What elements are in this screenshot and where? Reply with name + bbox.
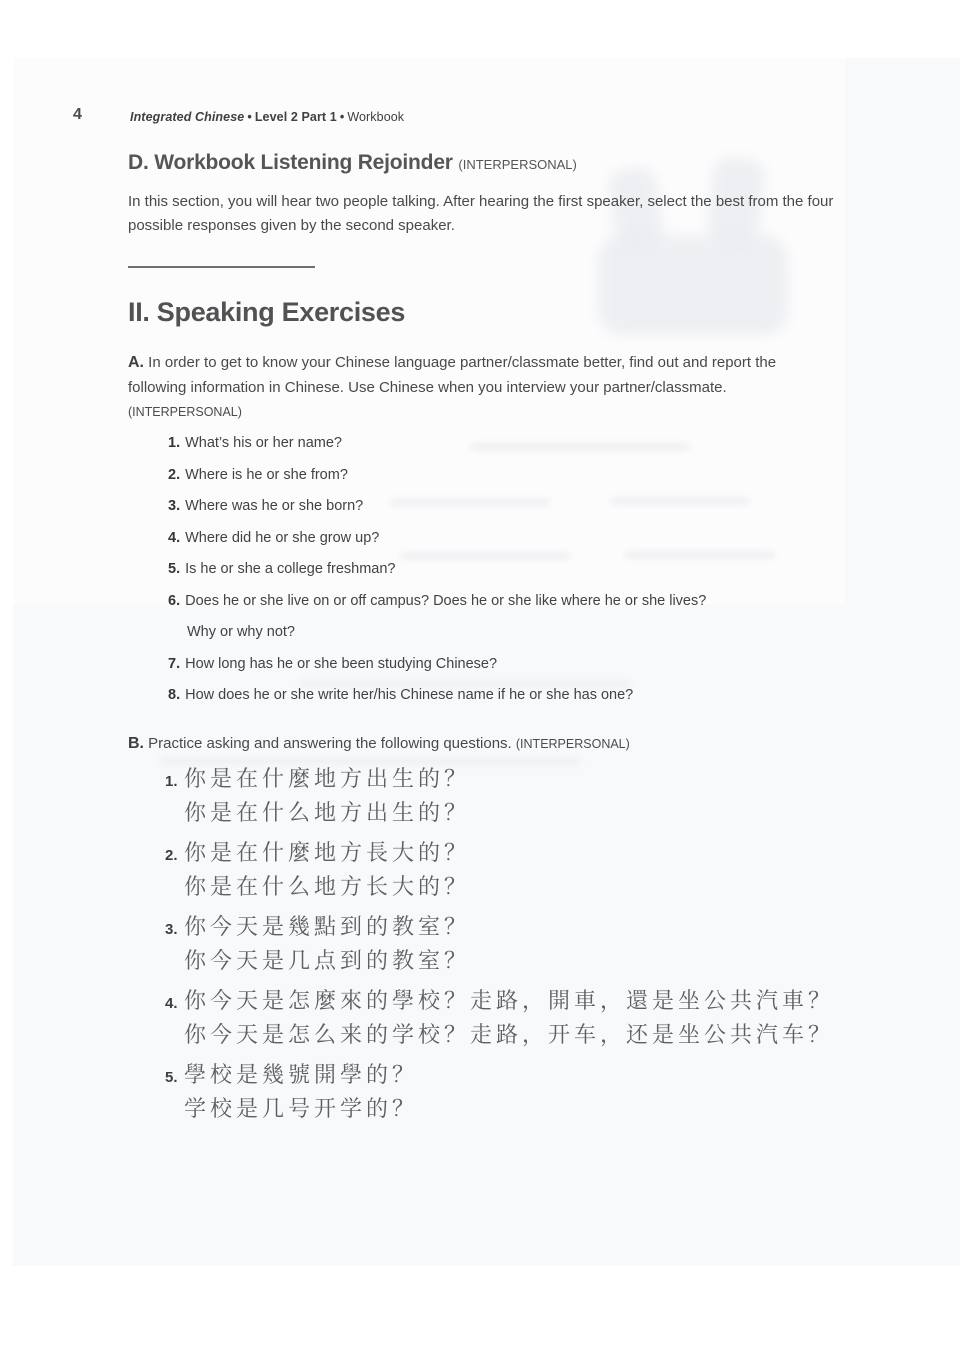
item-number: 7. xyxy=(168,655,181,672)
item-text: How does he or she write her/his Chinese name if he or she has one? xyxy=(185,687,634,703)
item-text: How long has he or she been studying Chinese? xyxy=(185,655,498,672)
item-text: Is he or she a college freshman? xyxy=(185,561,396,577)
item-text: Where did he or she grow up? xyxy=(185,529,380,546)
traditional-line xyxy=(165,763,885,797)
chinese-question-pair xyxy=(165,985,885,1052)
list-item xyxy=(168,590,848,644)
simplified-text: 你是在什么地方出生的？ xyxy=(184,800,471,826)
traditional-text: 學校是幾號開學的？ xyxy=(184,1063,419,1088)
list-item xyxy=(168,527,848,549)
traditional-text: 你是在什麼地方出生的？ xyxy=(184,767,471,792)
item-number: 1. xyxy=(165,773,178,790)
list-item xyxy=(168,464,848,486)
running-header-book-title: Integrated Chinese xyxy=(130,110,245,124)
list-item xyxy=(168,558,848,580)
traditional-text: 你是在什麼地方長大的？ xyxy=(184,841,471,866)
item-number: 4. xyxy=(165,995,178,1012)
header-bullet-separator: • xyxy=(339,110,345,124)
part-a-mode-tag: (INTERPERSONAL) xyxy=(128,405,242,419)
horizontal-rule xyxy=(128,266,315,268)
simplified-text: 学校是几号开学的？ xyxy=(184,1096,419,1122)
simplified-text: 你是在什么地方长大的？ xyxy=(184,874,471,900)
part-b-label: B. xyxy=(128,735,144,752)
simplified-text: 你今天是怎么来的学校？走路，开车，还是坐公共汽车？ xyxy=(184,1022,835,1048)
section-d-instructions: In this section, you will hear two people talking. After hearing the first speaker, select the best from the four possible responses given by the second speaker. xyxy=(128,193,834,234)
item-text: What’s his or her name? xyxy=(185,435,342,451)
item-number: 6. xyxy=(168,592,181,609)
chinese-question-pair xyxy=(165,911,885,978)
item-number: 8. xyxy=(168,687,181,703)
section-d-mode-tag: (INTERPERSONAL) xyxy=(458,157,577,172)
item-number: 2. xyxy=(165,847,178,864)
item-number: 4. xyxy=(168,529,181,546)
item-number: 3. xyxy=(165,921,178,938)
list-item xyxy=(168,432,848,454)
chinese-question-pair xyxy=(165,763,885,830)
running-header-level: Level 2 Part 1 xyxy=(254,110,337,124)
section-d-title: D. Workbook Listening Rejoinder xyxy=(128,151,453,174)
list-item xyxy=(168,653,848,675)
traditional-line xyxy=(165,1059,885,1093)
traditional-text: 你今天是怎麼來的學校？走路，開車，還是坐公共汽車？ xyxy=(184,989,835,1014)
item-number: 5. xyxy=(165,1069,178,1086)
part-b-intro-text: Practice asking and answering the following questions. xyxy=(148,735,512,752)
part-a-instructions xyxy=(128,351,828,425)
item-number: 5. xyxy=(168,561,181,577)
running-header xyxy=(130,110,404,124)
item-text: Where is he or she from? xyxy=(185,466,348,483)
item-text: Where was he or she born? xyxy=(185,498,364,514)
part-b-instructions xyxy=(128,732,828,756)
simplified-text: 你今天是几点到的教室？ xyxy=(184,948,471,974)
part-a-intro-text: In order to get to know your Chinese language partner/classmate better, find out and report the following information in Chinese. Use Chinese when you interview your partner/classmate. xyxy=(128,354,777,396)
item-number: 3. xyxy=(168,498,181,514)
item-text: Does he or she live on or off campus? Does he or she like where he or she lives? xyxy=(185,592,707,609)
chinese-question-pair xyxy=(165,1059,885,1126)
item-text-continued: Why or why not? xyxy=(187,624,295,640)
section-ii-heading: II. Speaking Exercises xyxy=(128,297,406,327)
item-number: 2. xyxy=(168,466,181,483)
traditional-line xyxy=(165,837,885,871)
traditional-line xyxy=(165,911,885,945)
chinese-question-pair xyxy=(165,837,885,904)
list-item xyxy=(168,495,848,517)
part-b-mode-tag: (INTERPERSONAL) xyxy=(515,737,630,751)
page-number: 4 xyxy=(73,106,82,123)
part-a-question-list xyxy=(168,432,848,716)
traditional-text: 你今天是幾點到的教室？ xyxy=(184,915,471,940)
header-bullet-separator: • xyxy=(247,110,252,124)
bleed-through-figure xyxy=(598,235,788,335)
part-a-label: A. xyxy=(128,354,144,371)
running-header-kind: Workbook xyxy=(347,110,405,124)
item-number: 1. xyxy=(168,435,181,451)
traditional-line xyxy=(165,985,885,1019)
section-d-heading xyxy=(128,151,577,175)
part-b-question-list xyxy=(165,763,885,1133)
list-item xyxy=(168,684,848,706)
